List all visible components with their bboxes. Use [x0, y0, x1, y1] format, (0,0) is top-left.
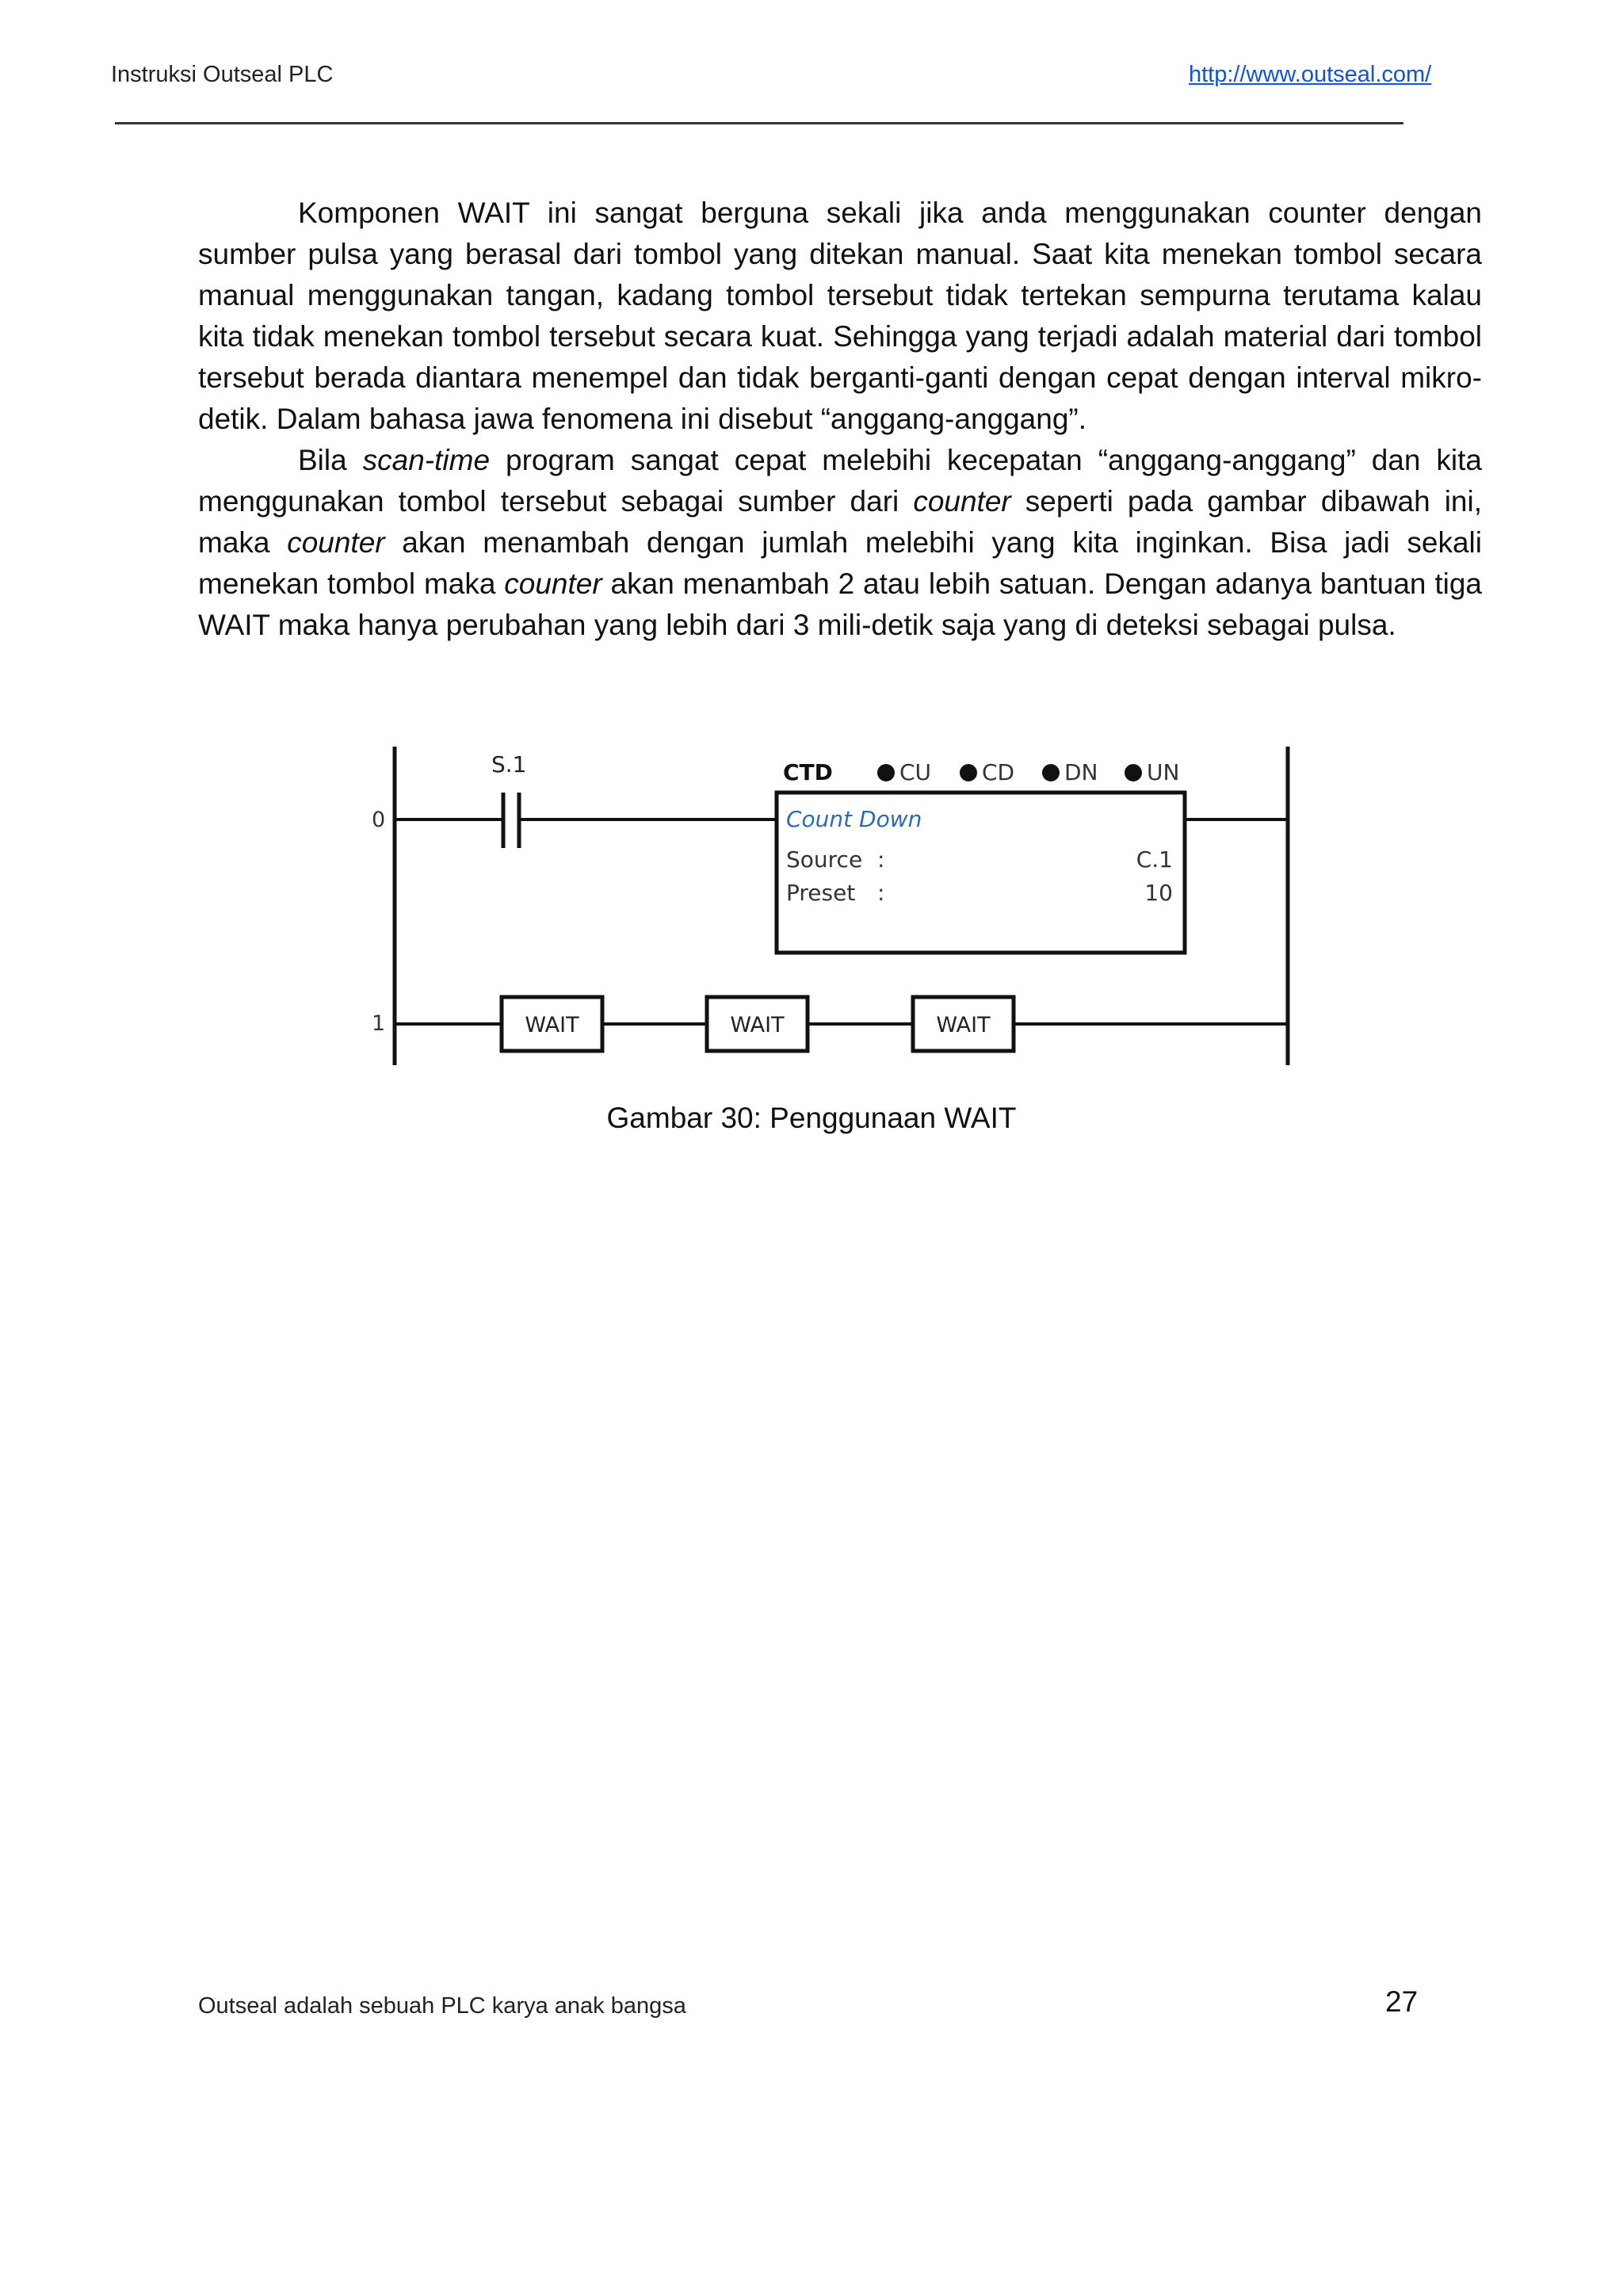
paragraph-1: Komponen WAIT ini sangat berguna sekali jika anda menggunakan counter dengan sumber pulsa yang berasal dari tombol yang ditekan manual. Saat kita menekan tombol secara manual menggunakan tangan, kadang tombol tersebut tidak tertekan sempurna terutama kalau kita tidak menekan tombol tersebut secara kuat. Sehingga yang terjadi adalah material dari tombol tersebut berada diantara menempel dan tidak berganti-ganti dengan cepat dengan interval mikro-detik. Dalam bahasa jawa fenomena ini disebut “anggang-anggang”. [198, 197, 1482, 435]
figure-caption: Gambar 30: Penggunaan WAIT [606, 1102, 1017, 1134]
preset-colon: : [877, 880, 885, 906]
cd-status-dot [960, 764, 977, 781]
wait-block-2-label: WAIT [730, 1013, 785, 1037]
header-title: Instruksi Outseal PLC [111, 62, 334, 87]
ctd-block[interactable] [777, 793, 1185, 953]
rung-0-number: 0 [372, 808, 386, 832]
page-number: 27 [1385, 1985, 1419, 2018]
cu-status-dot [877, 764, 895, 781]
cd-flag-label: CD [982, 759, 1015, 785]
rung-1-number: 1 [372, 1011, 386, 1036]
wait-block-1-label: WAIT [525, 1013, 579, 1037]
source-label: Source [786, 846, 863, 873]
source-colon: : [877, 846, 885, 873]
header-rule [115, 122, 1403, 124]
footer-text: Outseal adalah sebuah PLC karya anak bangsa [198, 1993, 686, 2019]
wait-block-2[interactable] [707, 997, 808, 1051]
p2-emphasis-2: counter [913, 485, 1011, 518]
ctd-block-name: CTD [783, 759, 833, 785]
un-status-dot [1125, 764, 1142, 781]
contact-s1[interactable] [503, 793, 519, 848]
ctd-block-title: Count Down [786, 806, 922, 832]
p2-text-5: akan menambah 2 atau lebih satuan. Dengan adanya bantuan tiga WAIT maka hanya perubahan yang lebih dari 3 mili-detik saja yang di deteksi sebagai pulsa. [198, 567, 1482, 641]
wait-block-1[interactable] [502, 997, 602, 1051]
p2-text-2: program sangat cepat melebihi kecepatan “anggang-anggang” dan kita menggunakan tombol tersebut sebagai sumber dari [198, 444, 1482, 518]
header-link[interactable]: http://www.outseal.com/ [1189, 62, 1432, 87]
wait-block-3-label: WAIT [936, 1013, 991, 1037]
contact-s1-label: S.1 [491, 751, 527, 777]
ladder-diagram-figure [361, 737, 1304, 1078]
p2-emphasis-3: counter [287, 526, 385, 559]
preset-value: 10 [1144, 880, 1173, 906]
p2-emphasis-1: scan-time [362, 444, 491, 476]
wait-block-3[interactable] [913, 997, 1014, 1051]
dn-flag-label: DN [1064, 759, 1098, 785]
un-flag-label: UN [1147, 759, 1180, 785]
ladder-diagram [361, 737, 1304, 1078]
p2-text-1: Bila [298, 444, 363, 476]
source-value: C.1 [1136, 846, 1173, 873]
dn-status-dot [1042, 764, 1060, 781]
body-text [198, 193, 1482, 646]
paragraph-2 [198, 440, 1482, 646]
p2-emphasis-4: counter [504, 567, 602, 600]
cu-flag-label: CU [899, 759, 932, 785]
preset-label: Preset [786, 880, 856, 906]
p2-text-4: akan menambah dengan jumlah melebihi yang kita inginkan. Bisa jadi sekali menekan tombol maka [198, 526, 1482, 600]
p2-text-3: seperti pada gambar dibawah ini, maka [198, 485, 1483, 559]
